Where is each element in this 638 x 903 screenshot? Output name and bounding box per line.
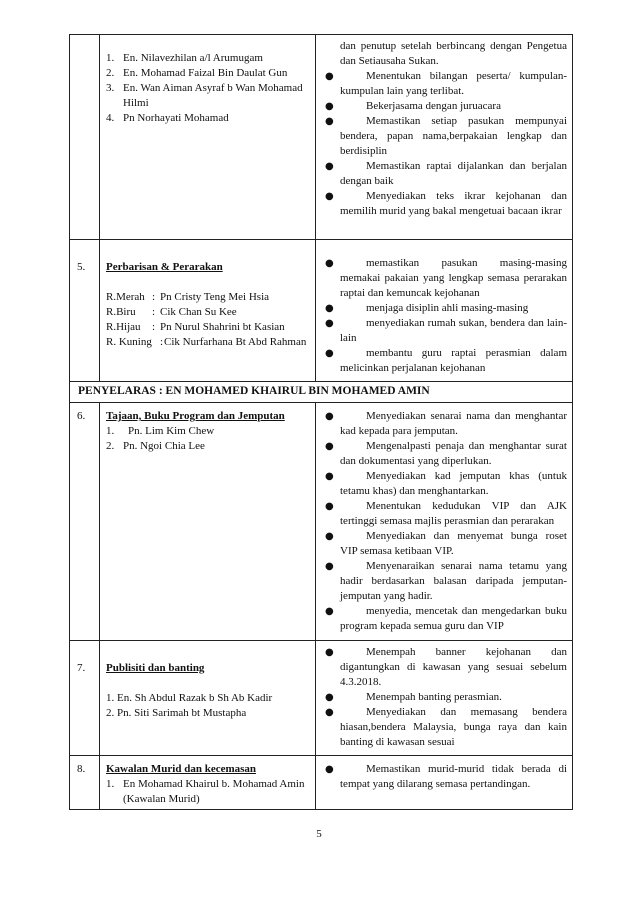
bullet-icon: ● [325,258,334,269]
list-item: ● Menentukan kedudukan VIP dan AJK tertinggi semasa majlis perasmian dan perarakan [325,500,567,527]
list-item: ● Menyenaraikan senarai nama tetamu yang hadir berdasarkan balasan daripada jemputan-jemputan yang hadir. [325,560,567,602]
responsibilities-cell [316,641,573,756]
responsibilities-cell [316,756,573,810]
coordinator-heading: PENYELARAS : EN MOHAMED KHAIRUL BIN MOHAMED AMIN [70,382,573,403]
responsibility-list [324,409,567,634]
list-item: ● Menyediakan dan menyemat bunga roset VIP semasa ketibaan VIP. [325,530,567,557]
bullet-icon: ● [325,707,334,718]
table-row [70,240,573,382]
list-item: ● Menentukan bilangan peserta/ kumpulan-kumpulan lain yang terlibat. [325,70,567,97]
bullet-icon: ● [325,764,334,775]
list-item: ● Memastikan murid-murid tidak berada di tempat yang dilarang semasa pertandingan. [325,763,567,790]
table-row [70,403,573,641]
task-title: Kawalan Murid dan kecemasan [106,763,257,775]
list-item: R.Merah : Pn Cristy Teng Mei Hsia [106,291,270,303]
list-item: 1. En Mohamad Khairul b. Mohamad Amin (Kawalan Murid) [106,778,305,805]
member-list [106,424,310,454]
table-row [70,35,573,240]
continued-text: dan penutup setelah berbincang dengan Pengetua dan Setiausaha Sukan. [340,40,567,67]
task-title: Tajaan, Buku Program dan Jemputan [106,410,285,422]
bullet-icon: ● [325,647,334,658]
bullet-icon: ● [325,161,334,172]
task-cell [100,35,316,240]
bullet-icon: ● [325,441,334,452]
member-list [106,51,310,126]
bullet-icon: ● [325,531,334,542]
list-item: ● memastikan pasukan masing-masing memakai pakaian yang lengkap semasa perarakan raptai dan kemuncak kejohanan [325,257,567,299]
responsibilities-cell [316,35,573,240]
bullet-icon: ● [325,471,334,482]
task-cell [100,641,316,756]
row-number-cell: 7. [70,641,100,756]
list-item: 2. En. Mohamad Faizal Bin Daulat Gun [106,67,288,79]
member-list [106,777,310,807]
list-item: 1. En. Sh Abdul Razak b Sh Ab Kadir [106,692,273,704]
list-item: R.Hijau : Pn Nurul Shahrini bt Kasian [106,321,285,333]
bullet-icon: ● [325,191,334,202]
bullet-icon: ● [325,501,334,512]
responsibility-list [324,69,567,219]
task-title: Publisiti dan banting [106,662,205,674]
task-cell [100,403,316,641]
responsibilities-cell [316,240,573,382]
bullet-icon: ● [325,71,334,82]
task-title: Perbarisan & Perarakan [106,261,223,273]
task-cell [100,756,316,810]
list-item: ● menjaga disiplin ahli masing-masing [325,302,529,314]
bullet-icon: ● [325,303,334,314]
table-row [70,756,573,810]
list-item: ● Menyediakan teks ikrar kejohanan dan memilih murid yang bakal mengetuai bacaan ikrar [325,190,567,217]
row-number-cell: 8. [70,756,100,810]
bullet-icon: ● [325,692,334,703]
page-number: 5 [316,828,322,840]
list-item: ● Menyediakan senarai nama dan menghantar kad kepada para jemputan. [325,410,567,437]
list-item: ● menyediakan rumah sukan, bendera dan lain-lain [325,317,567,344]
bullet-icon: ● [325,606,334,617]
bullet-icon: ● [325,348,334,359]
list-item: ● Mengenalpasti penaja dan menghantar surat dan dokumentasi yang diperlukan. [325,440,567,467]
responsibilities-cell [316,403,573,641]
bullet-icon: ● [325,116,334,127]
row-number-cell: 6. [70,403,100,641]
list-item: ● Menempah banner kejohanan dan digantungkan di kawasan yang sesuai sebelum 4.3.2018. [325,646,567,688]
list-item: ● Menyediakan dan memasang bendera hiasan,bendera Malaysia, bunga raya dan kain banting di kawasan sesuai [325,706,567,748]
list-item: ● menyedia, mencetak dan mengedarkan buku program kepada semua guru dan VIP [325,605,567,632]
list-item: 1. Pn. Lim Kim Chew [106,425,215,437]
list-item: ● membantu guru raptai perasmian dalam melicinkan perjalanan kejohanan [325,347,567,374]
list-item: ● Memastikan raptai dijalankan dan berjalan dengan baik [325,160,567,187]
list-item: 2. Pn. Ngoi Chia Lee [106,440,205,452]
list-item: ● Bekerjasama dengan juruacara [325,100,501,112]
responsibility-list [324,762,567,792]
list-item: R. Kuning : Cik Nurfarhana Bt Abd Rahman [106,336,307,348]
list-item: 3. En. Wan Aiman Asyraf b Wan Mohamad Hilmi [106,82,303,109]
bullet-icon: ● [325,561,334,572]
bullet-icon: ● [325,101,334,112]
document-page [69,34,572,810]
task-cell [100,240,316,382]
list-item: 4. Pn Norhayati Mohamad [106,112,229,124]
table-row [70,382,573,403]
responsibility-list [324,645,567,750]
list-item: 2. Pn. Siti Sarimah bt Mustapha [106,707,247,719]
committee-table [69,34,573,810]
responsibility-list [324,256,567,376]
table-row [70,641,573,756]
list-item: ● Memastikan setiap pasukan mempunyai bendera, papan nama,berpakaian lengkap dan berdisiplin [325,115,567,157]
bullet-icon: ● [325,411,334,422]
list-item: ● Menempah banting perasmian. [325,691,502,703]
row-number-cell [70,35,100,240]
bullet-icon: ● [325,318,334,329]
list-item: 1. En. Nilavezhilan a/l Arumugam [106,52,263,64]
list-item: R.Biru : Cik Chan Su Kee [106,306,237,318]
row-number-cell: 5. [70,240,100,382]
list-item: ● Menyediakan kad jemputan khas (untuk tetamu khas) dan menghantarkan. [325,470,567,497]
